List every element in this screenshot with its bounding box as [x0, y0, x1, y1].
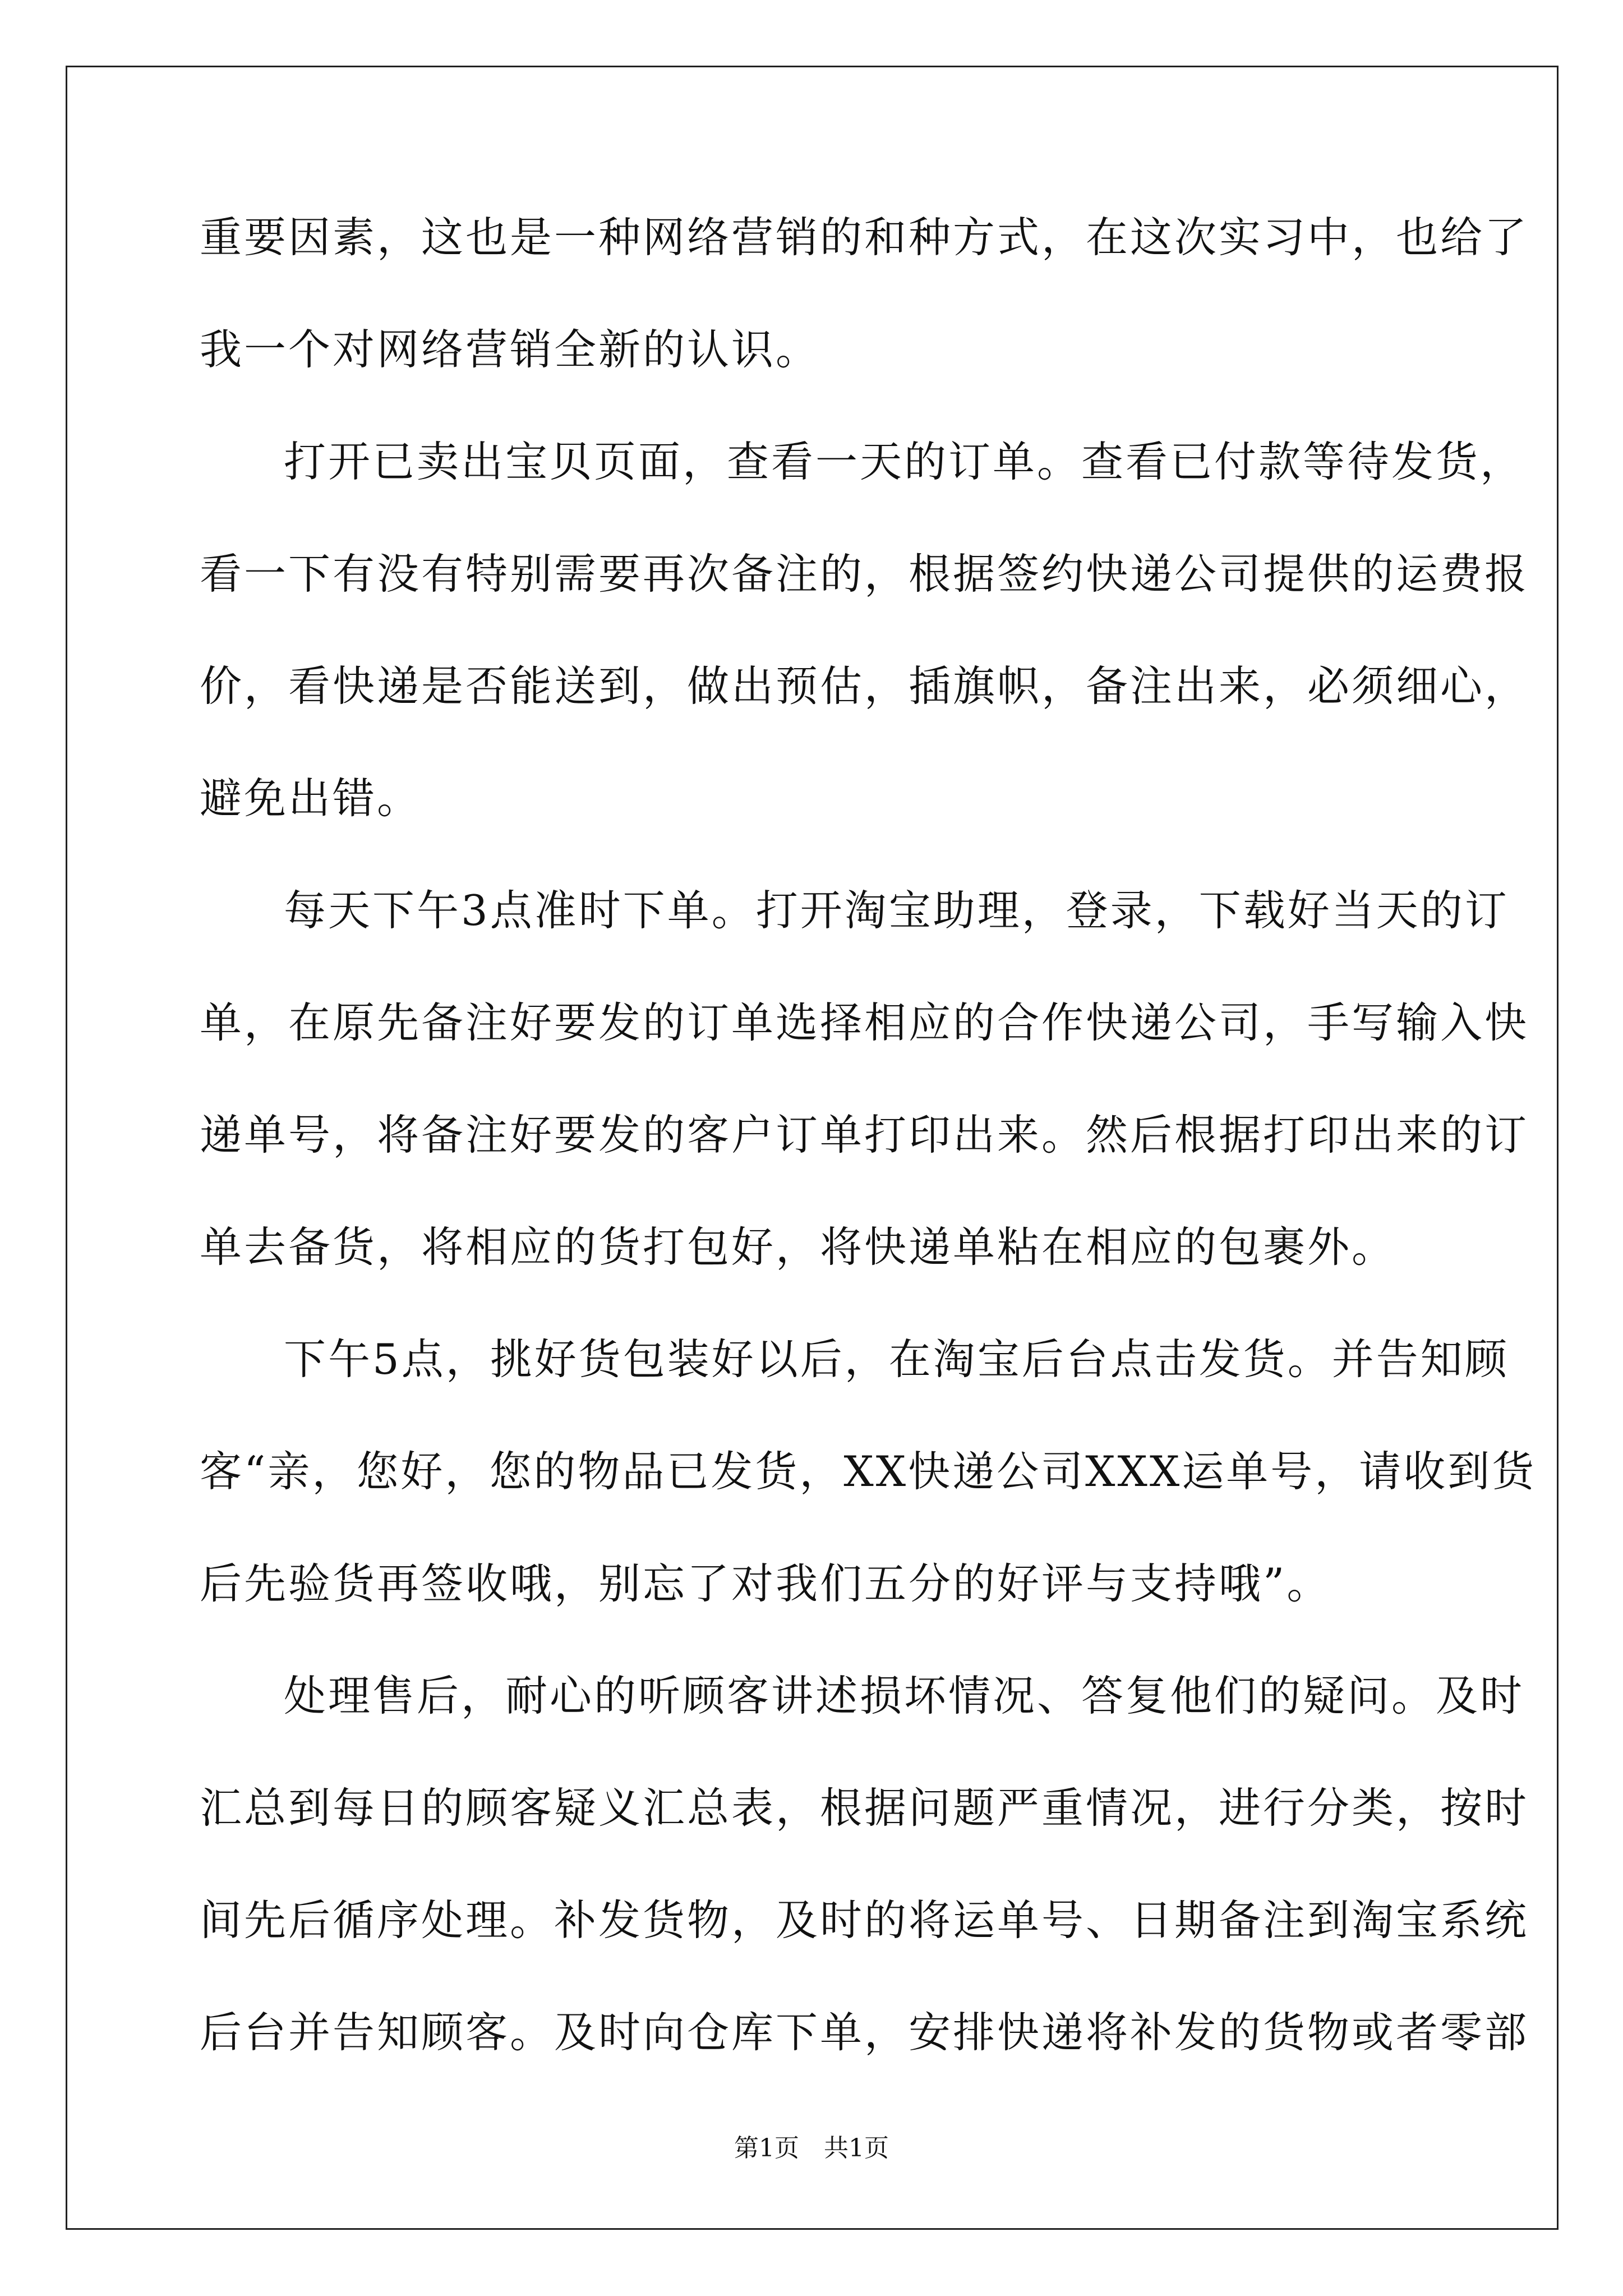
text-line: 汇总到每日的顾客疑义汇总表，根据问题严重情况，进行分类，按时 — [200, 1783, 1529, 1833]
text-line: 我一个对网络营销全新的认识。 — [200, 325, 820, 374]
text-line: 价，看快递是否能送到，做出预估，插旗帜，备注出来，必须细心， — [200, 661, 1529, 711]
paragraph-start-line: 每天下午3点准时下单。打开淘宝助理，登录，下载好当天的订 — [284, 886, 1509, 935]
text-line: 客“亲，您好，您的物品已发货，XX快递公司XXX运单号，请收到货 — [200, 1447, 1537, 1496]
text-line: 间先后循序处理。补发货物，及时的将运单号、日期备注到淘宝系统 — [200, 1895, 1529, 1945]
paragraph-start-line: 下午5点，挑好货包装好以后，在淘宝后台点击发货。并告知顾 — [284, 1335, 1509, 1384]
text-line: 看一下有没有特别需要再次备注的，根据签约快递公司提供的运费报 — [200, 549, 1529, 599]
page-number-footer: 第1页 共1页 — [734, 2134, 889, 2162]
text-line: 递单号，将备注好要发的客户订单打印出来。然后根据打印出来的订 — [200, 1110, 1529, 1159]
paragraph-start-line: 打开已卖出宝贝页面，查看一天的订单。查看已付款等待发货， — [284, 437, 1525, 486]
text-line: 单，在原先备注好要发的订单选择相应的合作快递公司，手写输入快 — [200, 998, 1529, 1047]
document-body — [200, 204, 1537, 2111]
text-line: 单去备货，将相应的货打包好，将快递单粘在相应的包裹外。 — [200, 1222, 1396, 1272]
text-line: 重要因素，这也是一种网络营销的和种方式，在这次实习中，也给了 — [200, 213, 1529, 262]
text-line: 避免出错。 — [200, 774, 422, 823]
text-line: 后先验货再签收哦，别忘了对我们五分的好评与支持哦”。 — [200, 1559, 1331, 1608]
text-line: 后台并告知顾客。及时向仓库下单，安排快递将补发的货物或者零部 — [200, 2008, 1529, 2057]
paragraph-start-line: 处理售后，耐心的听顾客讲述损坏情况、答复他们的疑问。及时 — [284, 1671, 1525, 1720]
